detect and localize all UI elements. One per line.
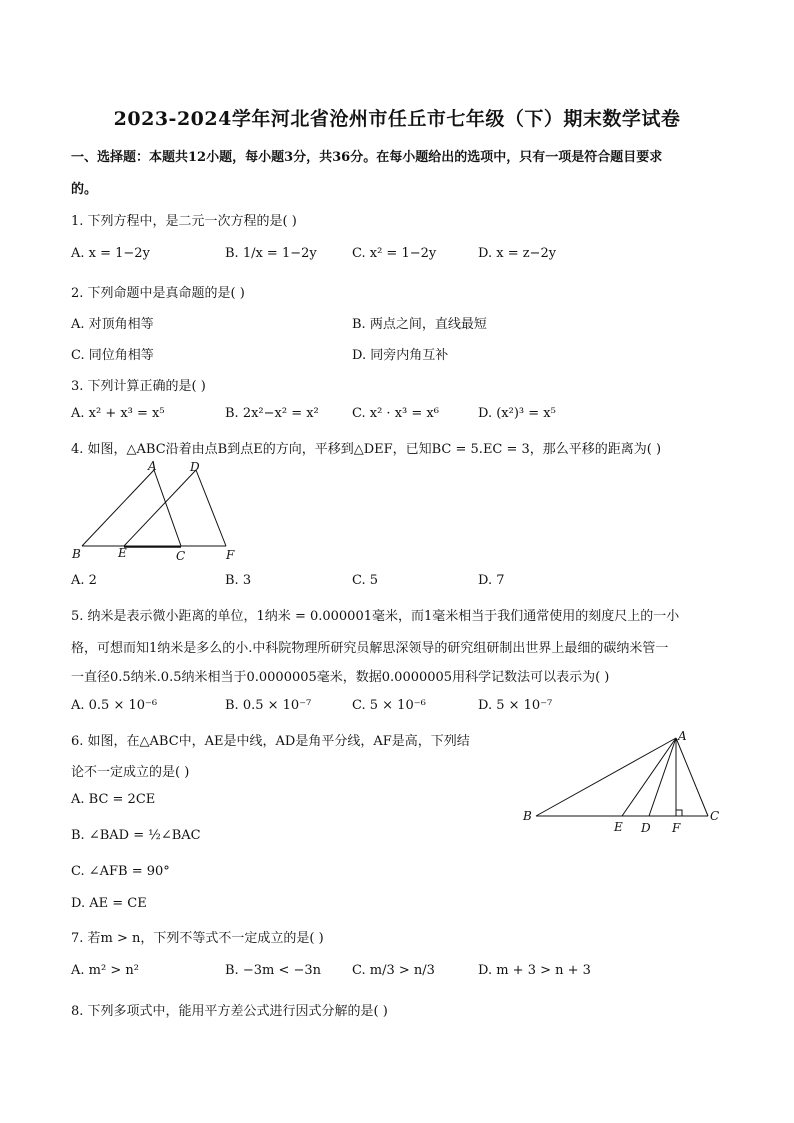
q8-stem: 8. 下列多项式中，能用平方差公式进行因式分解的是( ): [71, 1004, 388, 1019]
segment-ac: [676, 738, 708, 816]
q5-option-a: A. 0.5 × 10⁻⁶: [71, 698, 158, 713]
q6-option-c: C. ∠AFB = 90°: [71, 864, 170, 879]
q4-option-c: C. 5: [352, 573, 379, 588]
segment-df: [196, 470, 226, 546]
q5-line3: 一直径0.5纳米.0.5纳米相当于0.0000005毫米，数据0.0000005用科学记数法可以表示为( ): [71, 670, 610, 685]
q3-stem: 3. 下列计算正确的是( ): [71, 379, 206, 394]
q3-option-d: D. (x²)³ = x⁵: [478, 406, 556, 421]
q4-option-b: B. 3: [225, 573, 252, 588]
segment-ac: [154, 470, 181, 546]
q2-option-b: B. 两点之间，直线最短: [352, 317, 487, 332]
q2-option-c: C. 同位角相等: [71, 348, 154, 363]
q6-option-a: A. BC = 2CE: [71, 792, 156, 807]
q1-option-a: A. x = 1−2y: [71, 246, 150, 261]
q6-line1: 6. 如图，在△ABC中，AE是中线，AD是角平分线，AF是高，下列结: [71, 734, 470, 749]
q6-option-d: D. AE = CE: [71, 896, 147, 911]
right-angle-mark: [676, 810, 682, 816]
q1-option-b: B. 1/x = 1−2y: [225, 246, 317, 261]
point-f-label: F: [672, 821, 681, 835]
q6-triangle-figure: [518, 726, 728, 838]
q4-option-a: A. 2: [71, 573, 97, 588]
q1-option-c: C. x² = 1−2y: [352, 246, 437, 261]
q3-option-b: B. 2x²−x² = x²: [225, 406, 319, 421]
point-c-label: C: [710, 809, 720, 823]
q6-line2: 论不一定成立的是( ): [71, 765, 190, 780]
q2-stem: 2. 下列命题中是真命题的是( ): [71, 286, 245, 301]
point-d-label: D: [190, 460, 200, 474]
segment-ba: [82, 470, 154, 546]
point-c-label: C: [176, 549, 186, 563]
section-heading-line2: 的。: [71, 182, 98, 197]
q2-option-a: A. 对顶角相等: [71, 317, 154, 332]
q7-option-c: C. m/3 > n/3: [352, 963, 435, 978]
q5-option-b: B. 0.5 × 10⁻⁷: [225, 698, 312, 713]
point-e-label: E: [118, 546, 127, 560]
point-d-label: D: [641, 821, 651, 835]
q1-stem: 1. 下列方程中，是二元一次方程的是( ): [71, 214, 297, 229]
exam-title: 2023-2024学年河北省沧州市任丘市七年级（下）期末数学试卷: [113, 108, 681, 130]
point-a-label: A: [148, 459, 157, 473]
q7-option-b: B. −3m < −3n: [225, 963, 322, 978]
q3-option-c: C. x² · x³ = x⁶: [352, 406, 439, 421]
q5-option-c: C. 5 × 10⁻⁶: [352, 698, 426, 713]
q4-option-d: D. 7: [478, 573, 505, 588]
segment-ab: [536, 738, 676, 816]
segment-ed: [124, 470, 196, 546]
point-b-label: B: [72, 547, 81, 561]
bisector-ad: [649, 738, 676, 816]
q7-option-d: D. m + 3 > n + 3: [478, 963, 591, 978]
q5-option-d: D. 5 × 10⁻⁷: [478, 698, 553, 713]
q7-option-a: A. m² > n²: [71, 963, 139, 978]
point-a-label: A: [678, 729, 687, 743]
q7-stem: 7. 若m > n，下列不等式不一定成立的是( ): [71, 931, 324, 946]
q5-line2: 格，可想而知1纳米是多么的小.中科院物理所研究员解思深领导的研究组研制出世界上最细的碳纳米管一: [71, 641, 669, 656]
q4-stem: 4. 如图，△ABC沿着由点B到点E的方向，平移到△DEF，已知BC = 5.EC = 3，那么平移的距离为( ): [71, 442, 662, 457]
q4-translation-figure: [66, 458, 256, 566]
point-f-label: F: [226, 548, 235, 562]
point-e-label: E: [614, 820, 623, 834]
median-ae: [622, 738, 676, 816]
point-b-label: B: [523, 809, 532, 823]
q6-option-b: B. ∠BAD = ½∠BAC: [71, 828, 201, 843]
section-heading-line1: 一、选择题：本题共12小题，每小题3分，共36分。在每小题给出的选项中，只有一项是符合题目要求: [71, 150, 663, 165]
q5-line1: 5. 纳米是表示微小距离的单位，1纳米 = 0.000001毫米，而1毫米相当于我们通常使用的刻度尺上的一小: [71, 609, 680, 624]
q3-option-a: A. x² + x³ = x⁵: [71, 406, 165, 421]
q2-option-d: D. 同旁内角互补: [352, 348, 449, 363]
q1-option-d: D. x = z−2y: [478, 246, 557, 261]
